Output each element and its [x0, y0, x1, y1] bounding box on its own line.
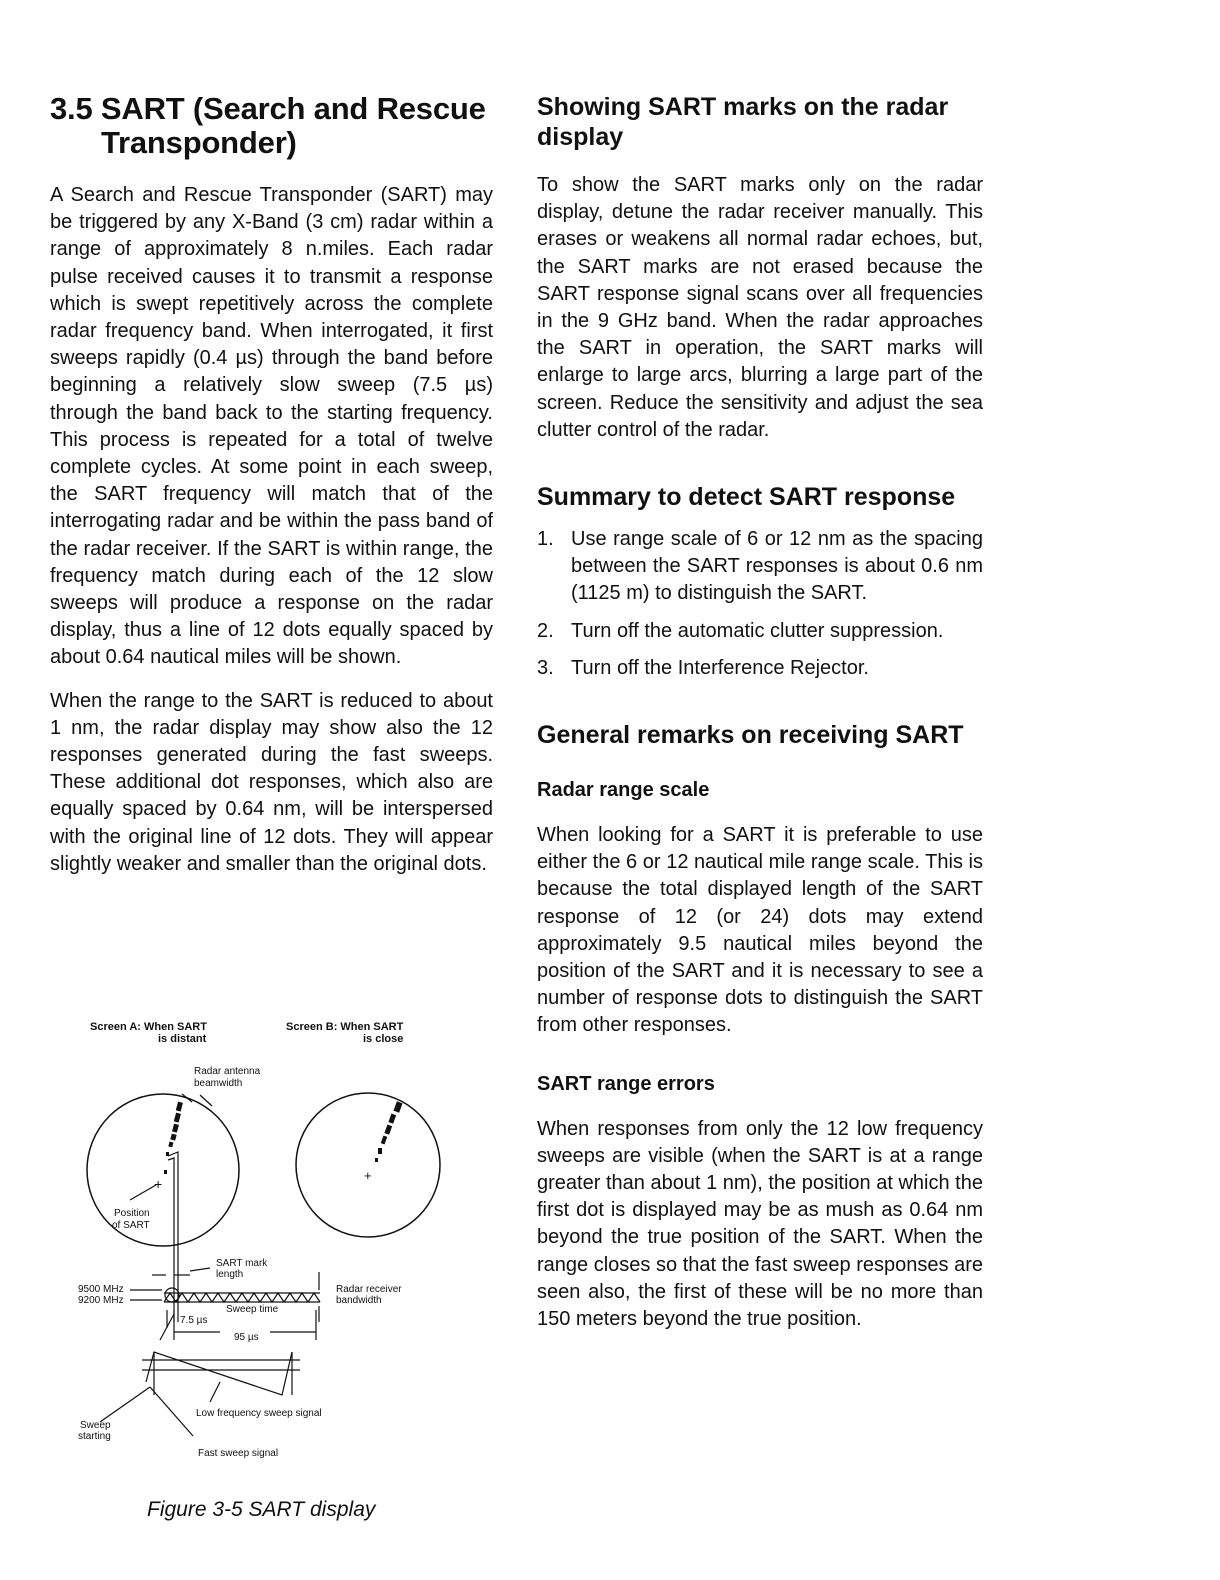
screen-a-circle [87, 1094, 239, 1246]
mark-label-line2: length [216, 1269, 244, 1280]
sweep-time-label: Sweep time [226, 1304, 279, 1315]
svg-text:+: + [364, 1168, 372, 1183]
section-title-line1: SART (Search and Rescue [100, 91, 486, 126]
range-scale-heading: Radar range scale [537, 779, 710, 802]
freq-high-label: 9500 MHz [78, 1284, 124, 1295]
list-item: 2. Turn off the automatic clutter suppression. [537, 619, 944, 642]
range-paragraph: When the range to the SART is reduced to about 1 nm, the radar display may show also the 12 responses generated during the fast sweeps. These additional dot responses, which also are equally spaced by 0.64 nm, will be interspersed with the original line of 12 dots. They will appear slightly weaker and smaller than the original dots. [50, 689, 493, 875]
screen-a-label-line1: Screen A: When SART [90, 1021, 207, 1033]
section-heading [50, 92, 493, 160]
range-scale-paragraph: When looking for a SART it is preferable to use either the 6 or 12 nautical mile range scale. This is because the total displayed length of the SART response of 12 (or 24) dots may extend approximately 9.5 nautical miles beyond the position of the SART and it is necessary to see a number of response dots to distinguish the SART from other responses. [537, 824, 983, 1037]
range-errors-paragraph: When responses from only the 12 low frequency sweeps are visible (when the SART is at a range greater than about 1 nm), the position at which the first dot is displayed may be as mush as 0.64 nm beyond the true position of the SART. When the range closes so that the fast sweep responses are seen also, the first of these will be no more than 150 meters beyond the true position. [537, 1117, 983, 1331]
svg-text:+: + [154, 1176, 163, 1192]
list-item: 1. Use range scale of 6 or 12 nm as the spacing between the SART responses is about 0.6 nm (1125 m) to distinguish the SART. [537, 528, 983, 605]
antenna-label-line2: beamwidth [194, 1078, 243, 1089]
screen-b-sart-dots [375, 1101, 403, 1162]
sweep-start-line1: Sweep [80, 1420, 111, 1431]
total-time-label: 95 µs [234, 1332, 259, 1343]
intro-paragraph: A Search and Rescue Transponder (SART) may be triggered by any X-Band (3 cm) radar within a range of approximately 8 n.miles. Each radar pulse received causes it to transmit a response which is swept repetitively across the complete radar frequency band. When interrogated, it first sweeps rapidly (0.4 µs) through the band before beginning a relatively slow sweep (7.5 µs) through the band back to the starting frequency. This process is repeated for a total of twelve complete cycles. At some point in each sweep, the SART frequency will match that of the interrogating radar and be within the pass band of the radar receiver. If the SART is within range, the frequency match during each of the 12 slow sweeps will produce a response on the radar display, thus a line of 12 dots equally spaced by about 0.64 nautical miles will be shown. [50, 184, 493, 669]
receiver-label-line2: bandwidth [336, 1295, 382, 1306]
right-column [537, 92, 983, 1333]
fast-time-label: 7.5 µs [180, 1315, 208, 1326]
left-column [50, 92, 493, 878]
antenna-label-line1: Radar antenna [194, 1066, 261, 1077]
position-label-line2: of SART [112, 1220, 150, 1231]
general-heading: General remarks on receiving SART [537, 721, 964, 750]
section-number: 3.5 [50, 91, 93, 126]
list-item: 3. Turn off the Interference Rejector. [537, 656, 869, 679]
summary-heading: Summary to detect SART response [537, 483, 956, 512]
summary-list [537, 526, 983, 682]
fast-sweep-label: Fast sweep signal [198, 1448, 279, 1459]
range-errors-heading: SART range errors [537, 1072, 715, 1095]
screen-b-circle [296, 1093, 440, 1237]
sart-display-figure [70, 1010, 490, 1490]
screen-b-label-line2: is close [363, 1033, 404, 1045]
screen-b-label-line1: Screen B: When SART [286, 1021, 404, 1033]
sweep-start-line2: starting [78, 1431, 111, 1442]
position-label-line1: Position [114, 1208, 150, 1219]
freq-low-label: 9200 MHz [78, 1295, 124, 1306]
screen-a-label-line2: is distant [158, 1033, 207, 1045]
showing-paragraph: To show the SART marks only on the radar display, detune the radar receiver manually. This erases or weakens all normal radar echoes, but, the SART marks are not erased because the SART response signal scans over all frequencies in the 9 GHz band. When the radar approaches the SART in operation, the SART marks will enlarge to large arcs, blurring a large part of the screen. Reduce the sensitivity and adjust the sea clutter control of the radar. [537, 174, 983, 441]
section-title-line2: Transponder) [101, 125, 297, 160]
low-freq-label: Low frequency sweep signal [196, 1408, 322, 1419]
mark-label-line1: SART mark [216, 1258, 268, 1269]
receiver-label-line1: Radar receiver [336, 1284, 402, 1295]
figure-caption: Figure 3-5 SART display [147, 1498, 376, 1521]
showing-heading: Showing SART marks on the radar display [537, 93, 949, 151]
